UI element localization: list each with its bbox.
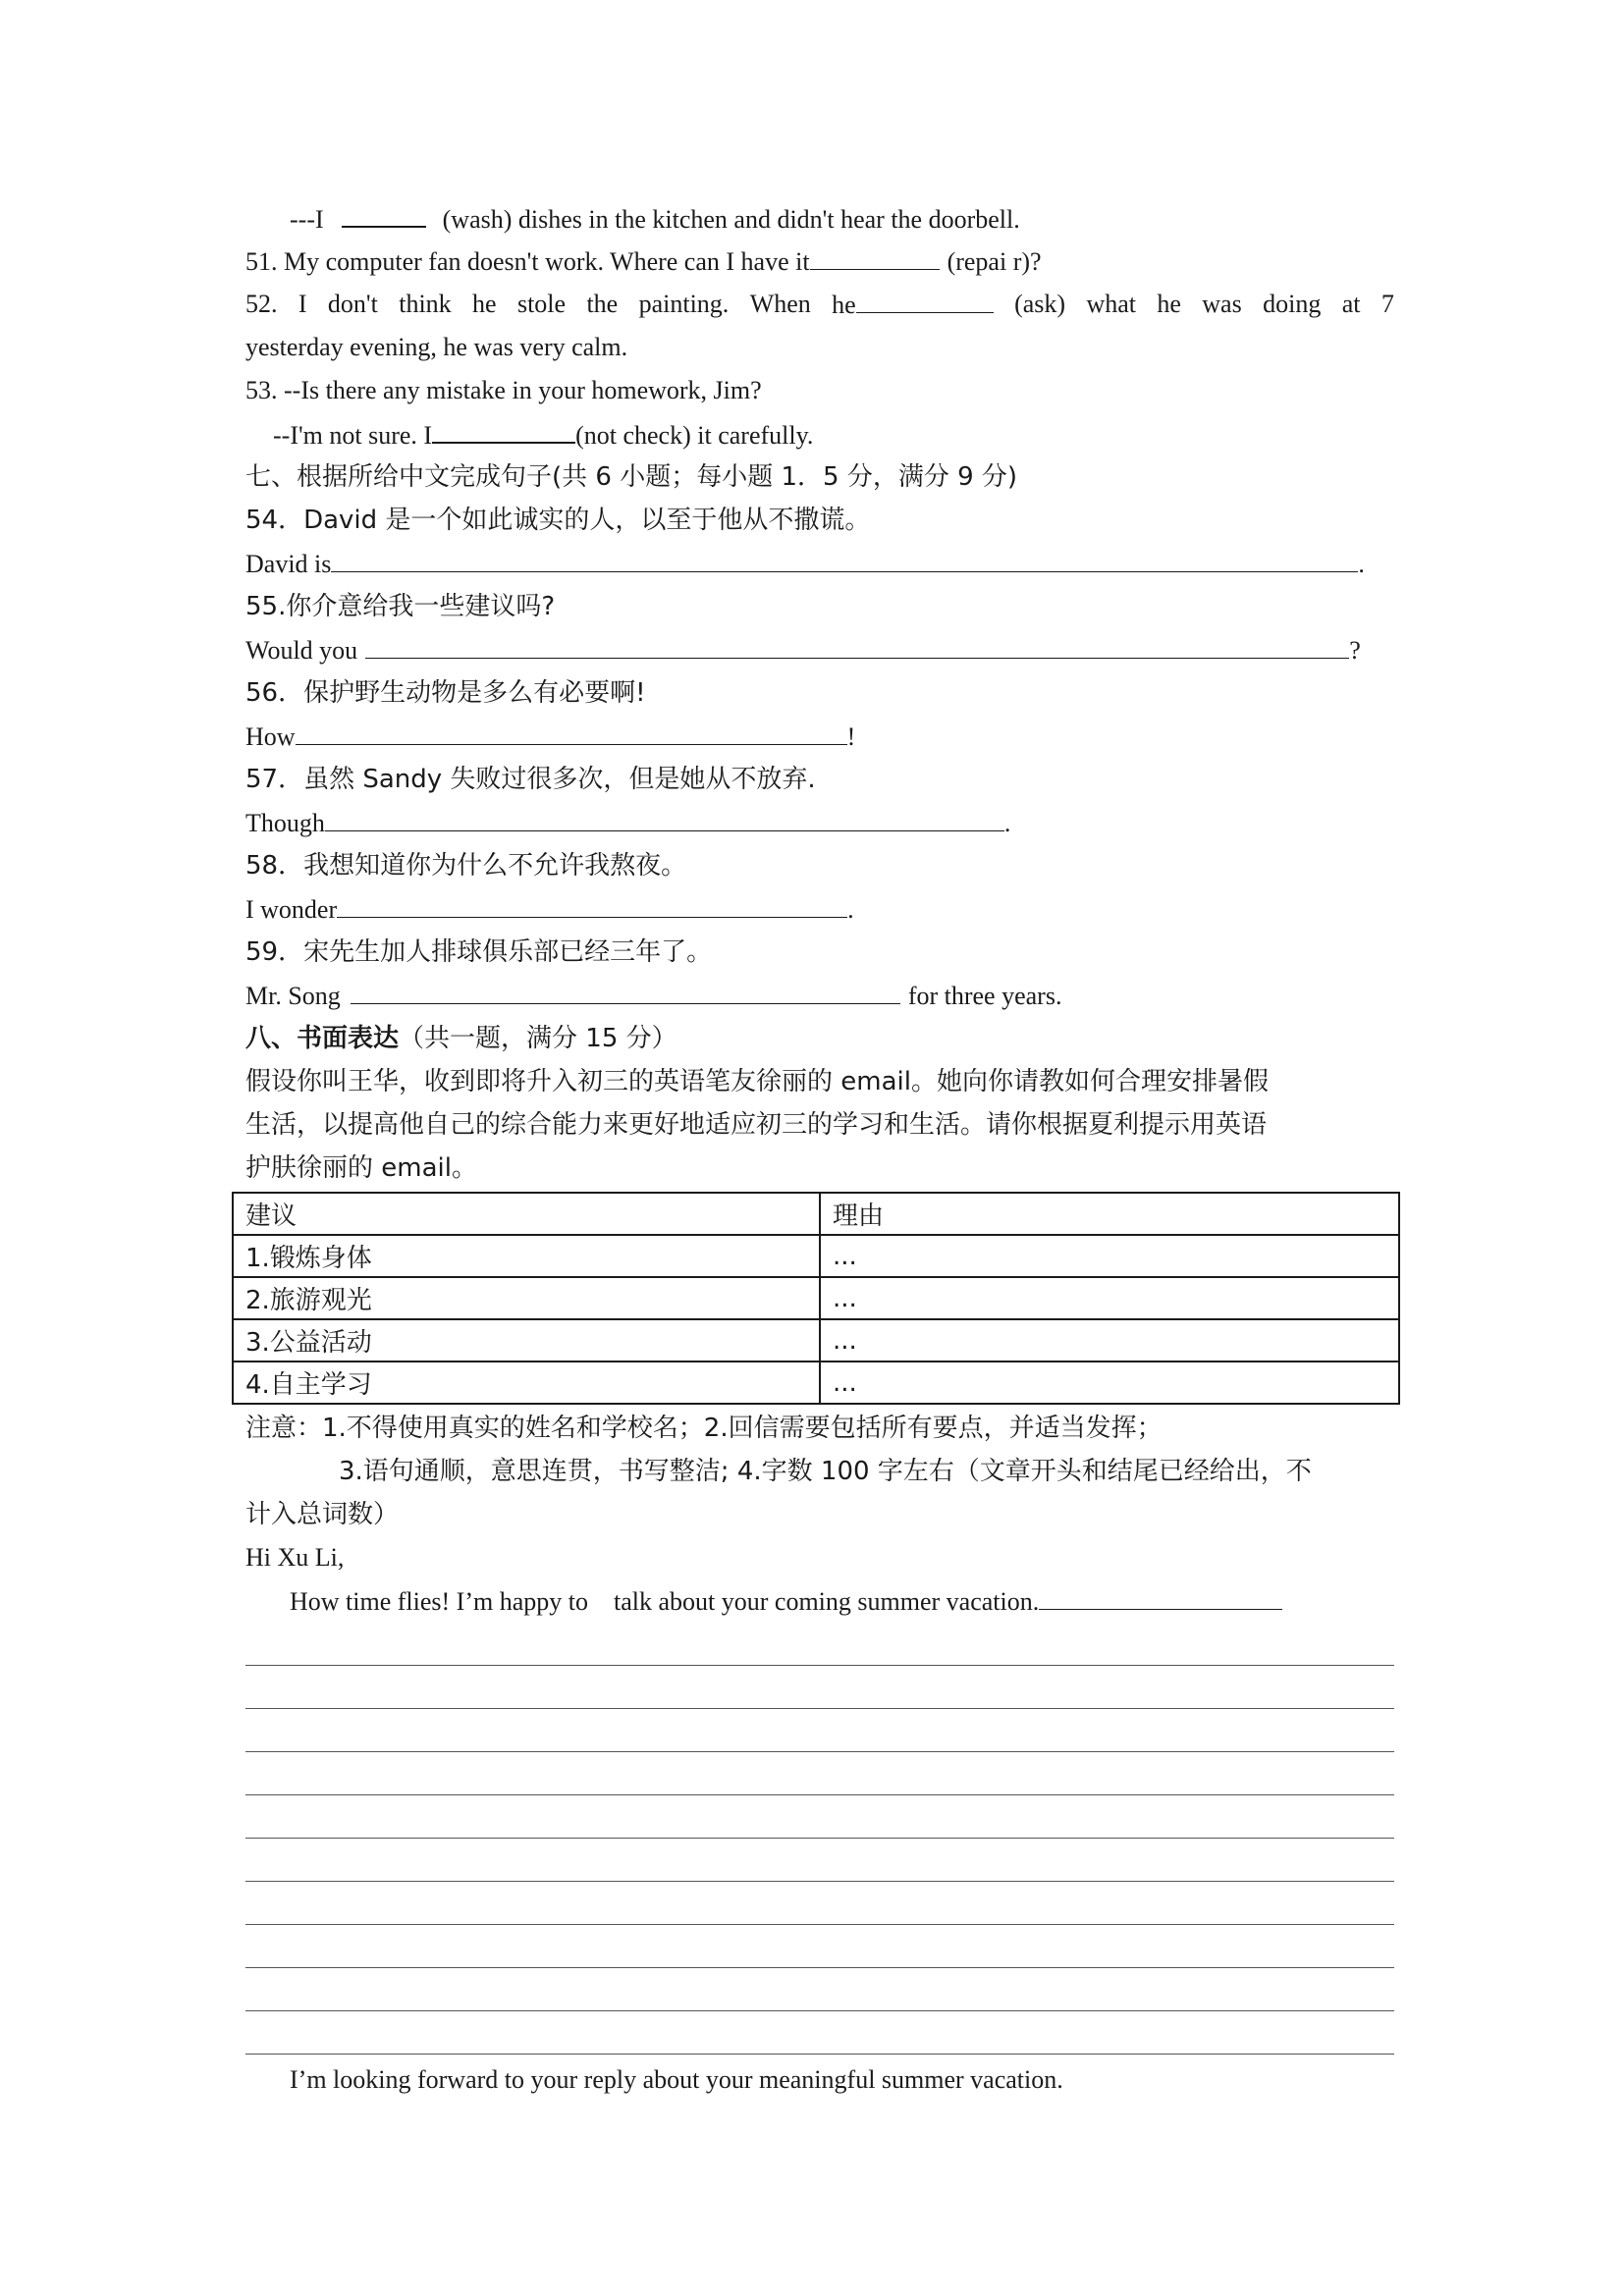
- q59-prompt: 59．宋先生加人排球俱乐部已经三年了。: [245, 937, 713, 967]
- q54-end: .: [1358, 550, 1365, 578]
- note-line-1: 注意：1.不得使用真实的姓名和学校名；2.回信需要包括所有要点，并适当发挥；: [245, 1414, 1163, 1443]
- q56-start: How: [245, 722, 296, 751]
- writing-line[interactable]: [245, 1925, 1394, 1968]
- worksheet-page: [245, 196, 1394, 2102]
- q57-prompt: 57．虽然 Sandy 失败过很多次，但是她从不放弃.: [245, 765, 816, 794]
- writing-line[interactable]: [245, 1839, 1394, 1882]
- table-row: [233, 1362, 1399, 1404]
- q55-start: Would you: [245, 636, 358, 665]
- q55-blank[interactable]: [365, 628, 1349, 659]
- q53-blank[interactable]: [432, 412, 575, 444]
- q59-answer-line: [245, 974, 1394, 1017]
- table-cell-suggestion: 1.锻炼身体: [233, 1235, 820, 1277]
- table-row: [233, 1235, 1399, 1277]
- question-53: 53. --Is there any mistake in your homework, Jim?: [245, 376, 762, 404]
- q56-blank[interactable]: [296, 715, 847, 745]
- section-8-intro-2: 生活，以提高他自己的综合能力来更好地适应初三的学习和生活。请你根据夏利提示用英语: [245, 1110, 1268, 1140]
- q53-prefix: --I'm not sure. I: [273, 421, 433, 450]
- writing-line[interactable]: [245, 1709, 1394, 1752]
- writing-line[interactable]: [245, 1968, 1394, 2011]
- writing-line-first[interactable]: [1039, 1579, 1282, 1610]
- q57-start: Though: [245, 809, 325, 837]
- table-header-reason: 理由: [820, 1193, 1399, 1235]
- q52-r5: at: [1341, 290, 1361, 318]
- writing-line[interactable]: [245, 1795, 1394, 1839]
- q57-blank[interactable]: [325, 801, 1004, 831]
- q54-answer-line: [245, 542, 1394, 585]
- table-cell-reason: ...: [820, 1235, 1399, 1277]
- table-cell-suggestion: 3.公益活动: [233, 1319, 820, 1362]
- q52-w9: he: [832, 291, 856, 319]
- q52-w4: he: [472, 290, 497, 318]
- table-header-suggestion: 建议: [233, 1193, 820, 1235]
- q52-w0: 52.: [245, 290, 278, 318]
- q52-w1: I: [298, 290, 307, 318]
- question-51: [245, 240, 1394, 283]
- q59-blank[interactable]: [351, 974, 900, 1004]
- q52-w3: think: [399, 290, 452, 318]
- q51-text: 51. My computer fan doesn't work. Where can I have it: [245, 247, 810, 276]
- note-line-2: 3.语句通顺，意思连贯，书写整洁; 4.字数 100 字左右（文章开头和结尾已经给出，不: [339, 1457, 1312, 1486]
- q58-answer-line: [245, 887, 1394, 931]
- writing-line[interactable]: [245, 2011, 1394, 2055]
- q52-r3: was: [1202, 290, 1242, 318]
- q53-hint: (not check) it carefully.: [575, 421, 814, 450]
- question-53-line2: [245, 412, 1394, 455]
- letter-opening: How time flies! I’m happy to talk about your coming summer vacation.: [290, 1587, 1040, 1616]
- q54-start: David is: [245, 550, 332, 578]
- writing-line[interactable]: [245, 1666, 1394, 1709]
- q57-end: .: [1003, 809, 1011, 837]
- q52-r2: he: [1157, 290, 1181, 318]
- note-line-3: 计入总词数）: [245, 1500, 400, 1529]
- q50-prefix: ---I: [290, 205, 324, 234]
- q52-w2: don't: [327, 290, 378, 318]
- q58-prompt: 58．我想知道你为什么不允许我熬夜。: [245, 851, 687, 881]
- table-row: [233, 1319, 1399, 1362]
- letter-greeting: Hi Xu Li,: [245, 1543, 345, 1572]
- table-header-row: [233, 1193, 1399, 1235]
- q58-start: I wonder: [245, 895, 338, 924]
- q52-w6: the: [586, 290, 619, 318]
- q56-end: !: [846, 722, 856, 751]
- q57-answer-line: [245, 801, 1394, 844]
- table-cell-suggestion: 4.自主学习: [233, 1362, 820, 1404]
- q55-end: ?: [1349, 636, 1361, 665]
- q55-answer-line: [245, 628, 1394, 671]
- q58-end: .: [847, 895, 854, 924]
- q52-blank[interactable]: [856, 283, 994, 313]
- section-8-title: 八、书面表达: [245, 1024, 400, 1053]
- table-row: [233, 1277, 1399, 1319]
- letter-closing: I’m looking forward to your reply about your meaningful summer vacation.: [290, 2065, 1063, 2094]
- suggestion-table: [232, 1192, 1400, 1405]
- table-cell-suggestion: 2.旅游观光: [233, 1277, 820, 1319]
- section-7-heading: 七、根据所给中文完成句子(共 6 小题；每小题 1．5 分，满分 9 分): [245, 462, 1018, 492]
- q52-r4: doing: [1263, 290, 1322, 318]
- q59-end: for three years.: [907, 982, 1062, 1010]
- letter-opening-line: [245, 1579, 1394, 1623]
- q51-blank[interactable]: [810, 240, 940, 270]
- question-52: [245, 283, 1394, 326]
- q59-start: Mr. Song: [245, 982, 341, 1010]
- section-8-intro-1: 假设你叫王华，收到即将升入初三的英语笔友徐丽的 email。她向你请教如何合理安排暑假: [245, 1067, 1269, 1096]
- q52-r6: 7: [1380, 290, 1394, 318]
- q52-r0: (ask): [1014, 290, 1066, 318]
- q52-w5: stole: [516, 290, 567, 318]
- section-8-intro-3: 护肤徐丽的 email。: [245, 1153, 477, 1183]
- section-8-heading: [245, 1017, 1394, 1060]
- q50-blank[interactable]: [342, 196, 426, 228]
- q55-prompt: 55.你介意给我一些建议吗?: [245, 592, 556, 621]
- q58-blank[interactable]: [337, 887, 847, 918]
- q54-prompt: 54．David 是一个如此诚实的人，以至于他从不撒谎。: [245, 506, 871, 535]
- q56-answer-line: [245, 715, 1394, 758]
- table-cell-reason: ...: [820, 1277, 1399, 1319]
- writing-line[interactable]: [245, 1752, 1394, 1795]
- table-cell-reason: ...: [820, 1319, 1399, 1362]
- q50-hint: (wash) dishes in the kitchen and didn't hear the doorbell.: [442, 205, 1020, 234]
- section-8-score: （共一题，满分 15 分）: [399, 1024, 677, 1053]
- q52-r1: what: [1086, 290, 1136, 318]
- question-50-line: [245, 196, 1394, 240]
- q52-w7: painting.: [638, 290, 730, 318]
- q56-prompt: 56．保护野生动物是多么有必要啊!: [245, 678, 646, 708]
- q51-hint: (repai r)?: [947, 247, 1042, 276]
- table-cell-reason: ...: [820, 1362, 1399, 1404]
- writing-line[interactable]: [245, 1623, 1394, 1666]
- q54-blank[interactable]: [331, 542, 1358, 572]
- writing-line[interactable]: [245, 1882, 1394, 1925]
- q52-w8: When: [749, 290, 811, 318]
- question-52-line2: yesterday evening, he was very calm.: [245, 333, 628, 361]
